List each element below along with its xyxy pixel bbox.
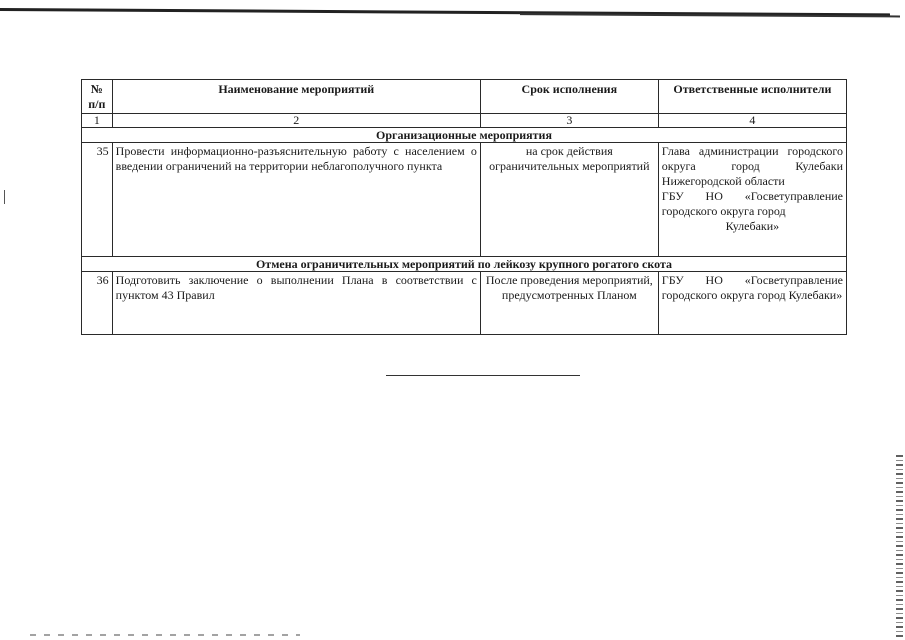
section-title: Организационные мероприятия bbox=[82, 128, 847, 143]
header-responsible: Ответственные исполнители bbox=[658, 80, 846, 114]
scan-artifact-left-mark bbox=[4, 190, 5, 204]
measure-responsible bbox=[658, 143, 846, 257]
column-index-3: 3 bbox=[480, 114, 658, 128]
measure-term: После проведения мероприятий, предусмотренных Планом bbox=[480, 272, 658, 335]
measure-name: Провести информационно-разъяснительную работу с населением о введении ограничений на территории неблагополучного пункта bbox=[112, 143, 480, 257]
scan-artifact-top-line bbox=[0, 8, 890, 16]
responsible-line: Кулебаки» bbox=[725, 219, 780, 233]
responsible-line: ГБУ НО «Госветуправление городского округа город Кулебаки» bbox=[661, 273, 843, 302]
measure-name: Подготовить заключение о выполнении Плана в соответствии с пунктом 43 Правил bbox=[112, 272, 480, 335]
scan-artifact-bottom-edge bbox=[30, 634, 300, 636]
responsible-line: Глава администрации городского округа город Кулебаки Нижегородской области bbox=[661, 144, 843, 188]
table-row bbox=[82, 272, 847, 335]
column-index-4: 4 bbox=[658, 114, 846, 128]
section-row-organizational bbox=[82, 128, 847, 143]
header-name: Наименование мероприятий bbox=[112, 80, 480, 114]
column-index-2: 2 bbox=[112, 114, 480, 128]
section-row-cancellation bbox=[82, 257, 847, 272]
end-of-document-rule bbox=[386, 375, 580, 376]
column-index-row bbox=[82, 114, 847, 128]
responsible-line: ГБУ НО «Госветуправление городского округа город bbox=[661, 189, 843, 218]
measures-table bbox=[81, 79, 847, 335]
measure-term: на срок действия ограничительных мероприятий bbox=[480, 143, 658, 257]
scan-artifact-right-edge bbox=[896, 455, 903, 640]
column-index-1: 1 bbox=[82, 114, 113, 128]
header-term: Срок исполнения bbox=[480, 80, 658, 114]
table-header-row bbox=[82, 80, 847, 114]
measure-responsible bbox=[658, 272, 846, 335]
header-num: № п/п bbox=[82, 80, 113, 114]
section-title: Отмена ограничительных мероприятий по лейкозу крупного рогатого скота bbox=[82, 257, 847, 272]
table-row bbox=[82, 143, 847, 257]
row-number: 35 bbox=[82, 143, 113, 257]
row-number: 36 bbox=[82, 272, 113, 335]
